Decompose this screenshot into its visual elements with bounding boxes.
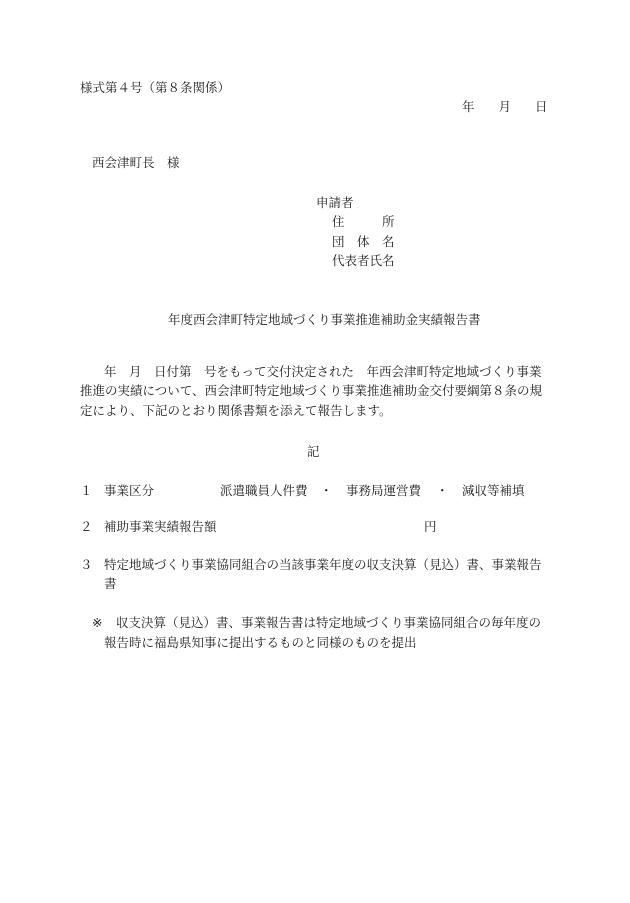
- date-day-label: 日: [535, 99, 548, 114]
- note-mark: ※: [92, 615, 103, 630]
- item-2-number: ２: [80, 519, 93, 534]
- body-line-1: 年 月 日付第 号をもって交付決定された 年西会津町特定地域づくり事業: [104, 364, 542, 379]
- document-title: 年度西会津町特定地域づくり事業推進補助金実績報告書: [168, 312, 481, 327]
- form-number: 様式第４号（第８条関係）: [80, 80, 231, 95]
- item-1-label: 事業区分: [104, 483, 155, 498]
- item-3-number: ３: [80, 557, 93, 572]
- item-1-option-2: 事務局運営費: [346, 483, 422, 498]
- ki-heading: 記: [307, 444, 320, 459]
- applicant-heading: 申請者: [316, 195, 354, 210]
- item-3-line-1: 特定地域づくり事業協同組合の当該事業年度の収支決算（見込）書、事業報告: [104, 557, 542, 572]
- date-year-label: 年: [462, 99, 475, 114]
- item-3-line-2: 書: [104, 576, 117, 591]
- date-month-label: 月: [498, 99, 512, 114]
- item-1-separator-2: ・: [436, 483, 449, 498]
- item-2-unit: 円: [424, 519, 437, 534]
- representative-name-label: 代表者氏名: [332, 253, 395, 268]
- note-line-2: 報告時に福島県知事に提出するものと同様のものを提出: [104, 635, 417, 650]
- addressee: 西会津町長 様: [92, 155, 180, 170]
- address-label: 住 所: [332, 214, 395, 229]
- group-name-label: 団 体 名: [332, 234, 395, 249]
- body-line-3: 定により、下記のとおり関係書類を添えて報告します。: [80, 403, 392, 418]
- body-line-2: 推進の実績について、西会津町特定地域づくり事業推進補助金交付要綱第８条の規: [80, 383, 543, 398]
- item-1-option-1: 派遣職員人件費: [220, 483, 308, 498]
- item-1-number: １: [80, 483, 93, 498]
- date-line: [462, 101, 548, 114]
- item-2-label: 補助事業実績報告額: [104, 519, 217, 534]
- note-line-1: 収支決算（見込）書、事業報告書は特定地域づくり事業協同組合の毎年度の: [116, 615, 542, 630]
- item-1-separator: ・: [320, 483, 333, 498]
- item-1-option-3: 減収等補填: [462, 483, 525, 498]
